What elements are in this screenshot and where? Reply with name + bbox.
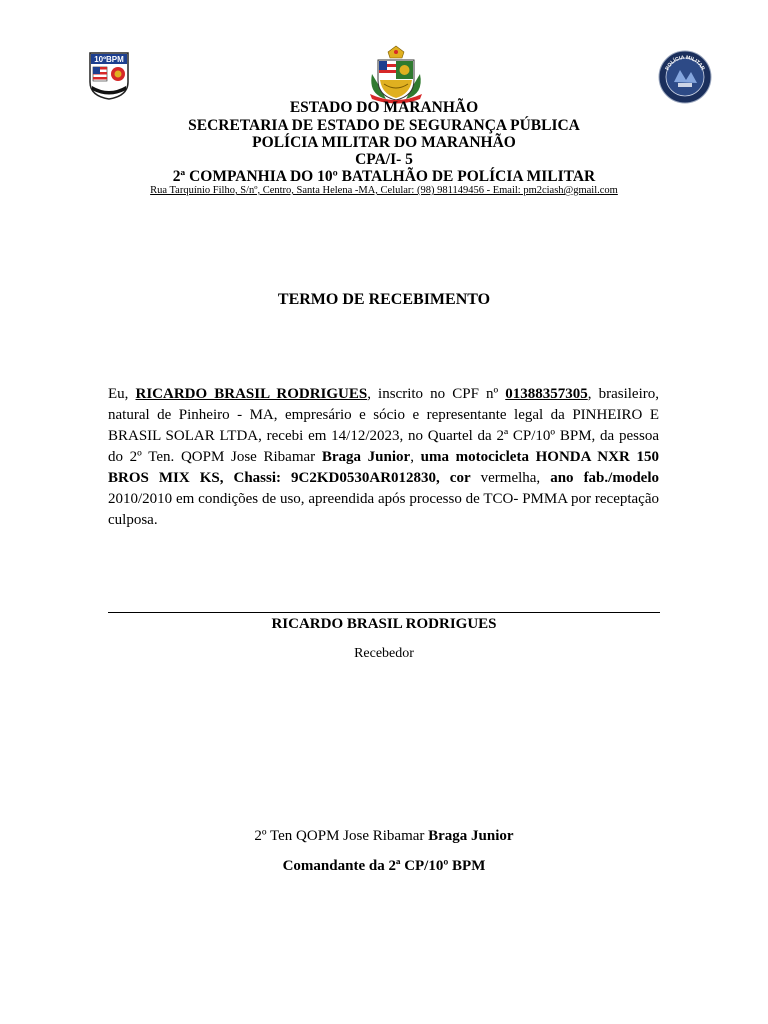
body-text-2: , inscrito no CPF nº bbox=[367, 386, 506, 402]
header-address: Rua Tarquínio Filho, S/nº, Centro, Santa Helena -MA, Celular: (98) 981149456 - Email: pm2ciash@gmail.com bbox=[150, 185, 618, 196]
header-company: 2ª COMPANHIA DO 10º BATALHÃO DE POLÍCIA MILITAR bbox=[172, 168, 596, 185]
header-cpa: CPA/I- 5 bbox=[355, 151, 413, 168]
signature-line bbox=[108, 612, 660, 613]
document-title: TERMO DE RECEBIMENTO bbox=[277, 291, 491, 308]
police-round-emblem-logo bbox=[658, 50, 712, 104]
state-coat-of-arms-logo bbox=[366, 44, 426, 104]
commander-title: Comandante da 2ª CP/10º BPM bbox=[282, 858, 486, 874]
officer-name: Braga Junior bbox=[321, 449, 411, 465]
commander-name: Braga Junior bbox=[428, 828, 514, 844]
body-text-5: vermelha, bbox=[470, 470, 551, 486]
signature-name: RICARDO BRASIL RODRIGUES bbox=[271, 616, 497, 632]
battalion-shield-logo bbox=[89, 52, 129, 100]
logo-left-label: 10ºBPM bbox=[94, 55, 124, 64]
model-label: ano fab./modelo bbox=[550, 470, 659, 486]
body-paragraph bbox=[108, 384, 659, 531]
body-text-3: , brasileiro, natural de Pinheiro - MA, empresário e sócio e representante legal da PINHEIRO E BRASIL SOLAR LTDA, recebi em 14/12/2023, no Quartel da 2ª CP/10º BPM, da pessoa do 2º Ten. QOPM Jose Ribamar bbox=[108, 386, 659, 465]
vehicle-description: uma motocicleta HONDA NXR 150 BROS MIX KS, Chassi: 9C2KD0530AR012830, cor bbox=[108, 449, 659, 486]
receiver-name: RICARDO BRASIL RODRIGUES bbox=[135, 386, 368, 402]
header-police: POLÍCIA MILITAR DO MARANHÃO bbox=[252, 134, 516, 151]
logo-right-label: POLÍCIA MILITAR bbox=[664, 54, 706, 72]
commander-prefix: 2º Ten QOPM Jose Ribamar bbox=[254, 828, 429, 844]
commander-line bbox=[0, 827, 768, 845]
cpf-number: 01388357305 bbox=[505, 386, 588, 402]
body-text-6: 2010/2010 em condições de uso, apreendida após processo de TCO- PMMA por receptação culposa. bbox=[108, 491, 659, 528]
body-text-1: Eu, bbox=[108, 386, 136, 402]
header-secretariat: SECRETARIA DE ESTADO DE SEGURANÇA PÚBLICA bbox=[188, 117, 580, 134]
signature-role: Recebedor bbox=[354, 646, 414, 661]
header-state-name: ESTADO DO MARANHÃO bbox=[289, 99, 479, 116]
body-text-4: , bbox=[410, 449, 421, 465]
